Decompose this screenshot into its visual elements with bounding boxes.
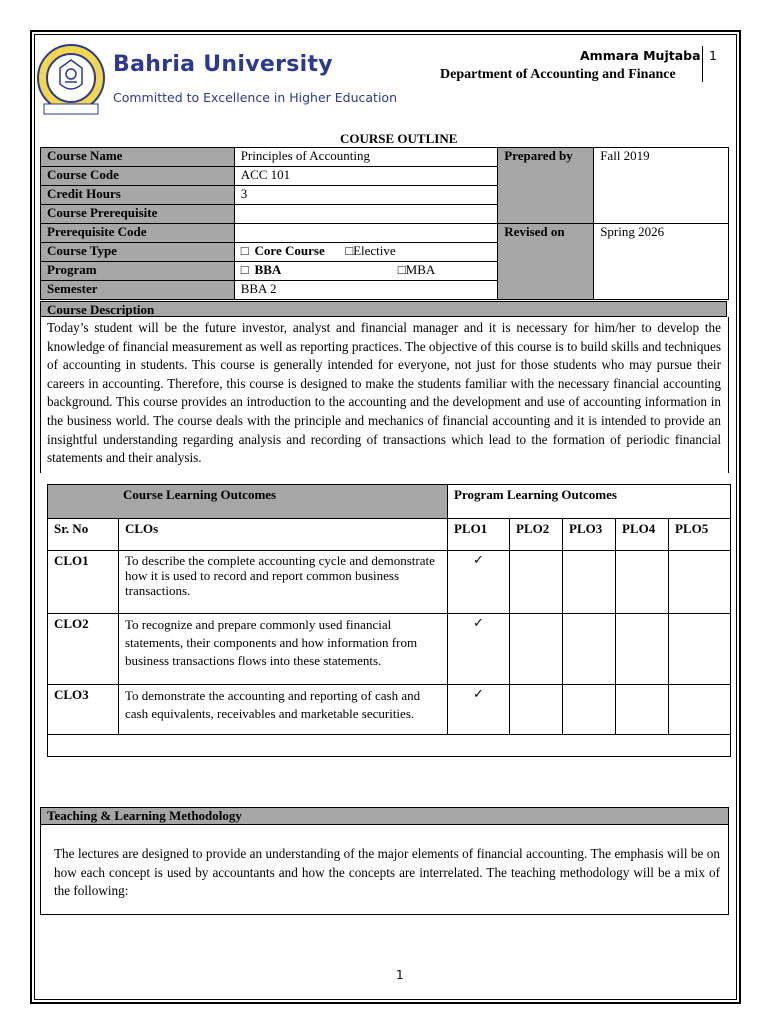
course-type-label: Course Type xyxy=(41,243,235,262)
document-title: COURSE OUTLINE xyxy=(340,131,458,146)
learning-outcomes-table xyxy=(47,484,731,757)
clo2-plo3 xyxy=(563,614,616,685)
clo-row xyxy=(48,551,731,614)
header-page-number: 1 xyxy=(709,48,717,63)
course-code-label: Course Code xyxy=(41,167,235,186)
department-name: Department of Accounting and Finance xyxy=(440,67,676,82)
clo1-plo3 xyxy=(563,551,616,614)
clo-heading: Course Learning Outcomes xyxy=(48,485,448,519)
clo2-id: CLO2 xyxy=(48,614,119,685)
course-type-value xyxy=(234,243,498,262)
university-name: Bahria University xyxy=(113,52,333,77)
clo1-plo4 xyxy=(616,551,669,614)
course-name-value: Principles of Accounting xyxy=(234,148,498,167)
outcomes-subheader-row xyxy=(48,519,731,551)
clo3-text: To demonstrate the accounting and reporting of cash and cash equivalents, receivables and marketable securities. xyxy=(119,685,448,735)
program-label: Program xyxy=(41,262,235,281)
revised-on-label: Revised on xyxy=(498,224,594,300)
prerequisite-value xyxy=(234,205,498,224)
mba-label: MBA xyxy=(405,262,436,277)
plo-heading: Program Learning Outcomes xyxy=(448,485,731,519)
teaching-methodology-text: The lectures are designed to provide an understanding of the major elements of financial accounting. The emphasis will be on how each concept is used by accountants and how the concepts are interrelated. The teaching methodology will be a mix of the following: xyxy=(54,846,720,899)
clo1-id: CLO1 xyxy=(48,551,119,614)
course-info-table xyxy=(40,147,729,300)
core-course-label: Core Course xyxy=(254,243,325,258)
sr-no-header: Sr. No xyxy=(48,519,119,551)
clo1-plo1-check: ✓ xyxy=(448,551,510,614)
prereq-code-label: Prerequisite Code xyxy=(41,224,235,243)
clo1-plo2 xyxy=(510,551,563,614)
checkbox-bba[interactable]: □ xyxy=(240,262,249,277)
plo4-header: PLO4 xyxy=(616,519,669,551)
clo2-plo5 xyxy=(669,614,731,685)
plo1-header: PLO1 xyxy=(448,519,510,551)
course-name-label: Course Name xyxy=(41,148,235,167)
plo5-header: PLO5 xyxy=(669,519,731,551)
course-description-text: Today’s student will be the future investor, analyst and financial manager and it is necessary for him/her to develop the knowledge of financial measurement as well as reporting practices. The objective of this course is to build skills and techniques of accounting in students. This course is generally intended for everyone, not just for those students who may pursue their careers in accounting. Therefore, this course is designed to make the students familiar with the necessary financial accounting background. This course provides an introduction to the accounting and the development and use of accounting information in the business world. The course deals with the principle and mechanics of financial accounting and it is intended to provide an insightful understanding regarding analysis and recording of transactions which lead to the formation of periodic financial statements and their analysis. xyxy=(47,320,721,466)
semester-label: Semester xyxy=(41,281,235,300)
credit-hours-value: 3 xyxy=(234,186,498,205)
prepared-by-label: Prepared by xyxy=(498,148,594,224)
outcomes-header-row xyxy=(48,485,731,519)
clo2-plo1-check: ✓ xyxy=(448,614,510,685)
empty-cell xyxy=(48,735,731,757)
prereq-code-value xyxy=(234,224,498,243)
teaching-methodology-heading: Teaching & Learning Methodology xyxy=(40,807,729,825)
plo2-header: PLO2 xyxy=(510,519,563,551)
clo-row xyxy=(48,685,731,735)
clo1-plo5 xyxy=(669,551,731,614)
checkbox-core[interactable]: □ xyxy=(240,243,249,258)
clo3-plo2 xyxy=(510,685,563,735)
clo2-text: To recognize and prepare commonly used financial statements, their components and how information from business transactions flows into these statements. xyxy=(119,614,448,685)
empty-row xyxy=(48,735,731,757)
revised-on-value: Spring 2026 xyxy=(594,224,729,300)
university-logo xyxy=(36,42,106,118)
elective-label: Elective xyxy=(353,243,396,258)
university-tagline: Committed to Excellence in Higher Education xyxy=(113,90,397,105)
clo-row xyxy=(48,614,731,685)
clo1-text: To describe the complete accounting cycle and demonstrate how it is used to record and report common business transactions. xyxy=(119,551,448,614)
clos-header: CLOs xyxy=(119,519,448,551)
semester-value: BBA 2 xyxy=(234,281,498,300)
clo3-plo1-check: ✓ xyxy=(448,685,510,735)
credit-hours-label: Credit Hours xyxy=(41,186,235,205)
clo3-plo3 xyxy=(563,685,616,735)
course-description-heading: Course Description xyxy=(40,301,727,317)
prerequisite-label: Course Prerequisite xyxy=(41,205,235,224)
clo2-plo2 xyxy=(510,614,563,685)
author-name: Ammara Mujtaba xyxy=(580,48,701,63)
footer-page-number: 1 xyxy=(396,968,404,982)
program-value xyxy=(234,262,498,281)
checkbox-mba[interactable]: □ xyxy=(397,262,406,277)
course-code-value: ACC 101 xyxy=(234,167,498,186)
checkbox-elective[interactable]: □ xyxy=(345,243,354,258)
clo2-plo4 xyxy=(616,614,669,685)
clo3-plo5 xyxy=(669,685,731,735)
clo3-plo4 xyxy=(616,685,669,735)
info-row xyxy=(41,224,729,243)
prepared-by-value: Fall 2019 xyxy=(594,148,729,224)
info-row xyxy=(41,148,729,167)
clo3-id: CLO3 xyxy=(48,685,119,735)
bba-label: BBA xyxy=(254,262,282,277)
header-divider xyxy=(702,46,703,82)
plo3-header: PLO3 xyxy=(563,519,616,551)
